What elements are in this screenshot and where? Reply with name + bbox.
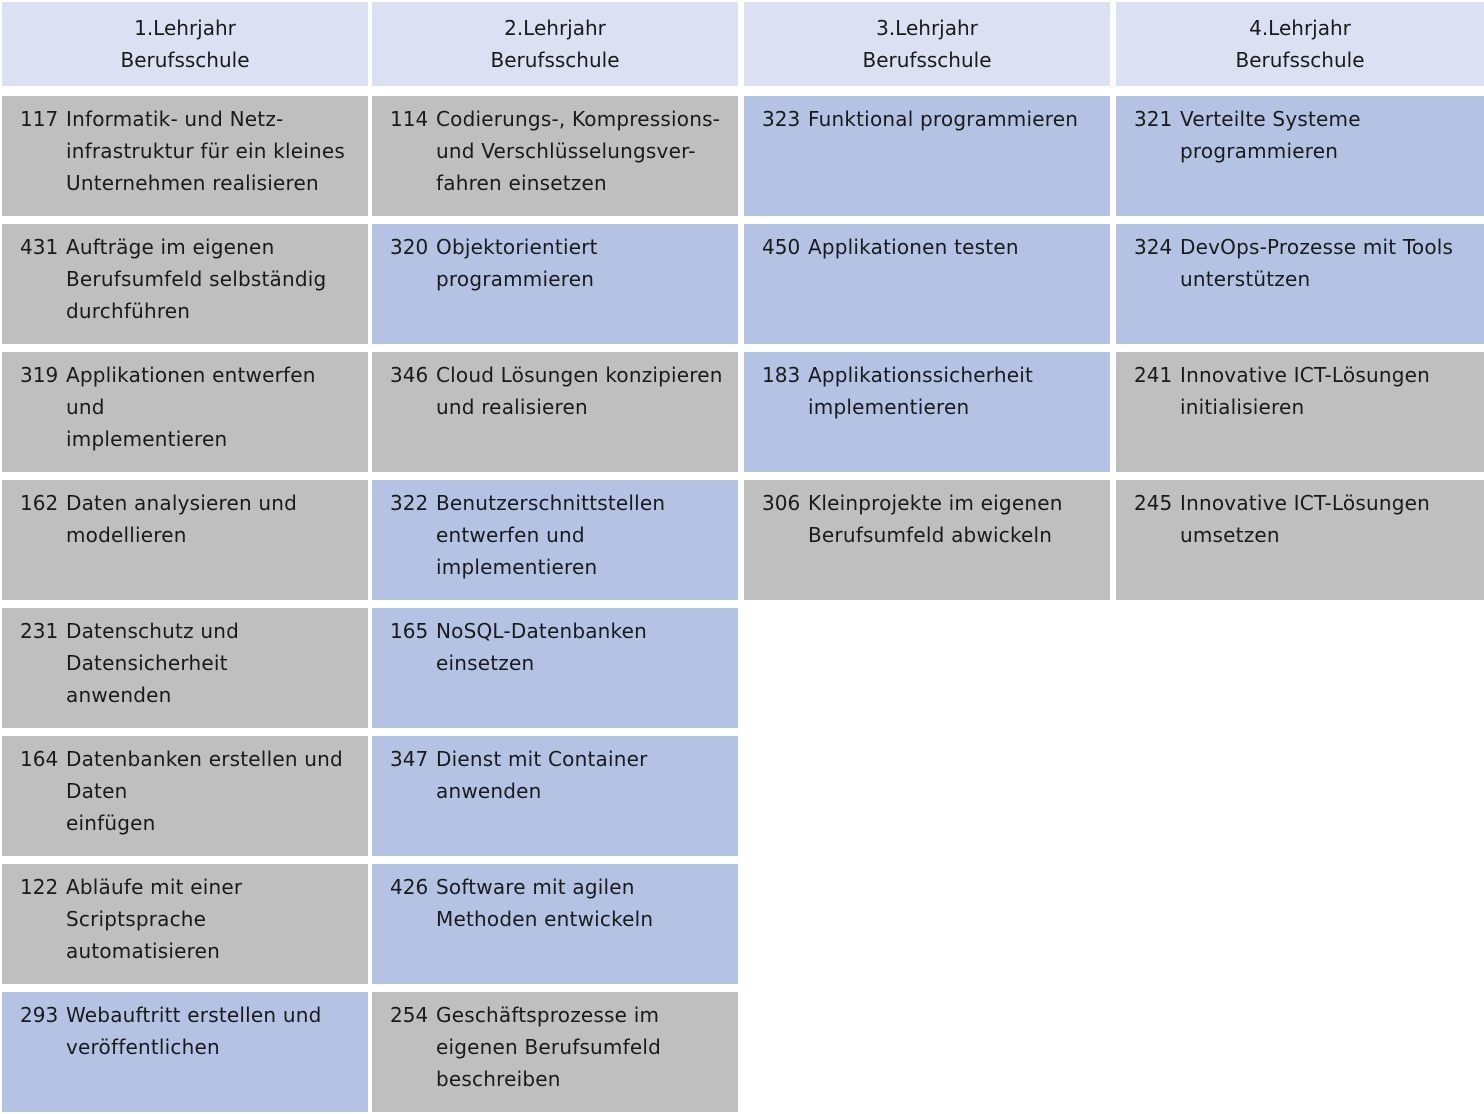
module-number: 323	[762, 107, 801, 131]
module-title: Funktional programmieren	[808, 107, 1079, 131]
module-cell	[2, 352, 368, 472]
module-cell	[2, 864, 368, 984]
module-title: Datenbanken erstellen und Daten einfügen	[66, 747, 343, 835]
module-number: 165	[390, 619, 429, 643]
column-header	[372, 2, 738, 86]
module-cell	[2, 480, 368, 600]
module-number: 231	[20, 619, 59, 643]
module-number: 347	[390, 747, 429, 771]
module-number: 319	[20, 363, 59, 387]
header-year: 3.Lehrjahr	[876, 16, 978, 40]
module-number: 320	[390, 235, 429, 259]
module-cell	[1116, 480, 1484, 600]
module-title: Cloud Lösungen konzipieren und realisieren	[436, 363, 723, 419]
module-cell	[744, 224, 1110, 344]
module-cell	[372, 864, 738, 984]
header-school: Berufsschule	[120, 48, 250, 72]
module-number: 324	[1134, 235, 1173, 259]
module-title: Software mit agilen Methoden entwickeln	[436, 875, 654, 931]
module-number: 306	[762, 491, 801, 515]
module-number: 245	[1134, 491, 1173, 515]
module-title: Innovative ICT-Lösungen umsetzen	[1180, 491, 1431, 547]
header-school: Berufsschule	[1235, 48, 1365, 72]
module-title: Aufträge im eigenen Berufsumfeld selbständig durchführen	[66, 235, 327, 323]
module-cell	[2, 224, 368, 344]
module-number: 450	[762, 235, 801, 259]
module-number: 293	[20, 1003, 59, 1027]
module-title: Innovative ICT-Lösungen initialisieren	[1180, 363, 1431, 419]
module-title: Benutzerschnittstellen entwerfen und implementieren	[436, 491, 666, 579]
module-title: Daten analysieren und modellieren	[66, 491, 298, 547]
module-number: 183	[762, 363, 801, 387]
header-year: 4.Lehrjahr	[1249, 16, 1351, 40]
module-title: Datenschutz und Datensicherheit anwenden	[66, 619, 239, 707]
module-cell	[2, 992, 368, 1112]
module-cell	[372, 480, 738, 600]
module-number: 321	[1134, 107, 1173, 131]
module-cell	[2, 608, 368, 728]
module-number: 346	[390, 363, 429, 387]
module-number: 117	[20, 107, 59, 131]
header-school: Berufsschule	[862, 48, 992, 72]
module-cell	[744, 352, 1110, 472]
module-title: Abläufe mit einer Scriptsprache automatisieren	[66, 875, 243, 963]
module-cell	[2, 96, 368, 216]
module-number: 162	[20, 491, 59, 515]
module-cell	[372, 992, 738, 1112]
module-number: 164	[20, 747, 59, 771]
module-number: 322	[390, 491, 429, 515]
module-cell	[372, 352, 738, 472]
module-title: Webauftritt erstellen und veröffentlichen	[66, 1003, 322, 1059]
column-header	[2, 2, 368, 86]
module-cell	[1116, 96, 1484, 216]
module-title: Dienst mit Container anwenden	[436, 747, 648, 803]
module-title: Codierungs-, Kompressions- und Verschlüsselungsver- fahren einsetzen	[436, 107, 721, 195]
module-cell	[372, 96, 738, 216]
module-title: Verteilte Systeme programmieren	[1180, 107, 1361, 163]
module-cell	[744, 96, 1110, 216]
module-cell	[372, 608, 738, 728]
module-number: 241	[1134, 363, 1173, 387]
module-title: Applikationen entwerfen und implementieren	[66, 363, 316, 451]
module-cell	[2, 736, 368, 856]
module-number: 426	[390, 875, 429, 899]
header-year: 1.Lehrjahr	[134, 16, 236, 40]
header-year: 2.Lehrjahr	[504, 16, 606, 40]
module-number: 122	[20, 875, 59, 899]
module-number: 114	[390, 107, 429, 131]
module-title: Applikationssicherheit implementieren	[808, 363, 1034, 419]
module-cell	[372, 224, 738, 344]
module-title: Objektorientiert programmieren	[436, 235, 598, 291]
module-cell	[1116, 352, 1484, 472]
module-title: Kleinprojekte im eigenen Berufsumfeld abwickeln	[808, 491, 1063, 547]
column-header	[744, 2, 1110, 86]
module-cell	[1116, 224, 1484, 344]
module-title: DevOps-Prozesse mit Tools unterstützen	[1180, 235, 1454, 291]
module-number: 431	[20, 235, 59, 259]
module-title: Geschäftsprozesse im eigenen Berufsumfeld beschreiben	[436, 1003, 662, 1091]
column-header	[1116, 2, 1484, 86]
module-number: 254	[390, 1003, 429, 1027]
header-school: Berufsschule	[490, 48, 620, 72]
module-title: Applikationen testen	[808, 235, 1019, 259]
module-title: NoSQL-Datenbanken einsetzen	[436, 619, 647, 675]
module-title: Informatik- und Netz- infrastruktur für ein kleines Unternehmen realisieren	[66, 107, 345, 195]
module-cell	[372, 736, 738, 856]
module-cell	[744, 480, 1110, 600]
